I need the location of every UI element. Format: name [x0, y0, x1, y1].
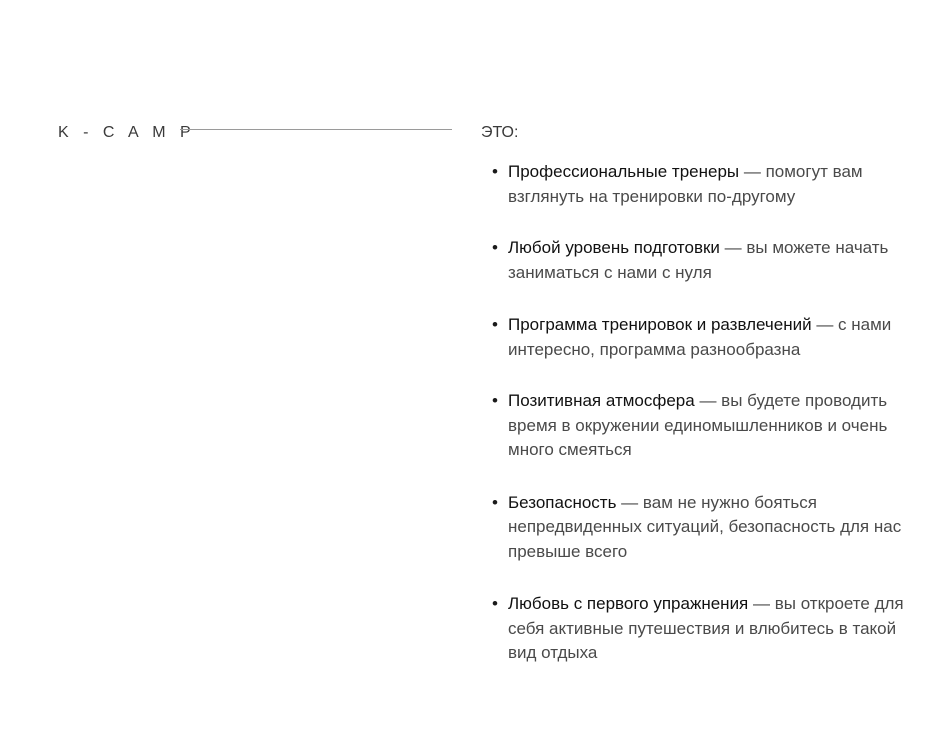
feature-description: — помогут вам взглянуть на тренировки по-другому [508, 162, 863, 206]
feature-item [492, 491, 912, 565]
feature-item [492, 236, 912, 285]
section-heading: ЭТО: [481, 124, 519, 141]
brand-logo-text: K - C A M P [58, 124, 196, 141]
feature-description: — вы можете начать заниматься с нами с нуля [508, 238, 889, 282]
features-list [492, 160, 912, 693]
bullet-icon: • [492, 315, 498, 334]
bullet-icon: • [492, 162, 498, 181]
feature-item [492, 592, 912, 666]
feature-item [492, 389, 912, 463]
feature-description: — вы откроете для себя активные путешествия и влюбитесь в такой вид отдыха [508, 594, 904, 662]
feature-title: Позитивная атмосфера [508, 391, 695, 410]
feature-title: Безопасность [508, 492, 617, 512]
feature-item [492, 313, 912, 362]
feature-item [492, 160, 912, 209]
feature-description: — вам не нужно бояться непредвиденных ситуаций, безопасность для нас превыше всего [508, 492, 902, 561]
feature-title: Профессиональные тренеры [508, 162, 740, 181]
bullet-icon: • [492, 391, 498, 410]
bullet-icon: • [492, 492, 498, 512]
feature-title: Любой уровень подготовки [508, 238, 720, 257]
feature-title: Программа тренировок и развлечений [508, 315, 812, 334]
feature-description: — с нами интересно, программа разнообразна [508, 315, 892, 359]
bullet-icon: • [492, 594, 498, 613]
feature-title: Любовь с первого упражнения [508, 594, 749, 613]
divider-line [180, 129, 452, 130]
bullet-icon: • [492, 238, 498, 257]
feature-description: — вы будете проводить время в окружении единомышленников и очень много смеяться [508, 391, 888, 459]
